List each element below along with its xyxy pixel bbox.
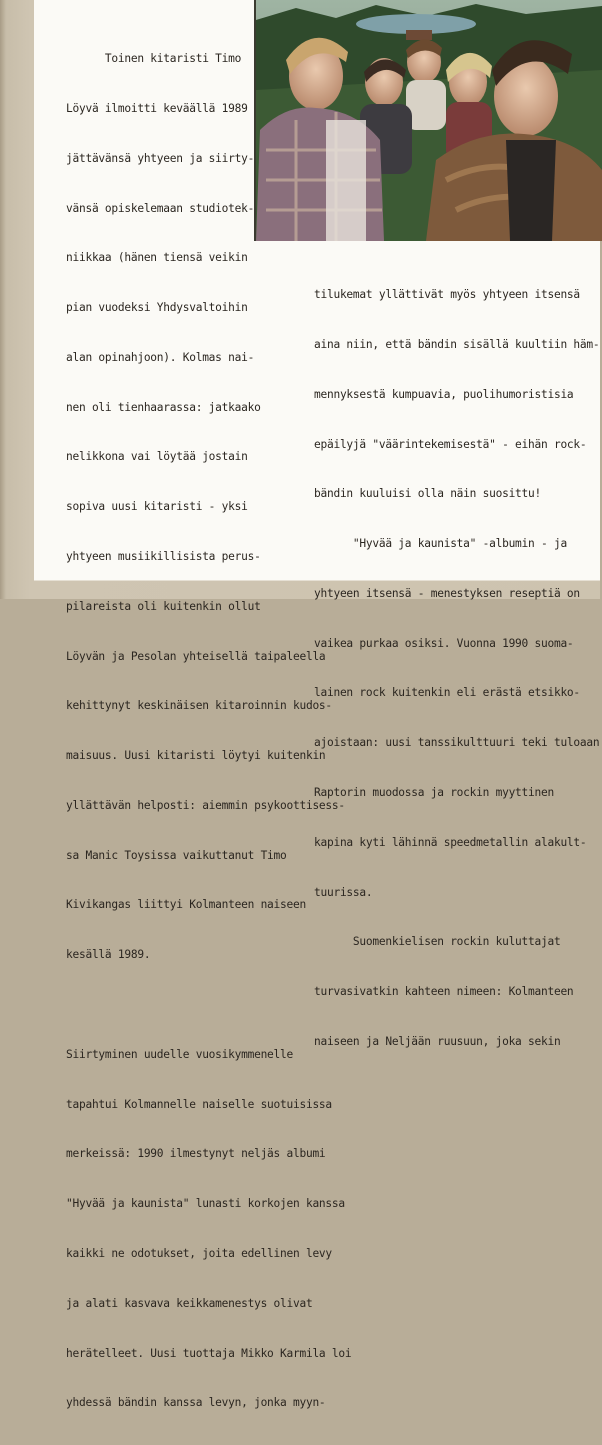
text-line: naiseen ja Neljään ruusuun, joka sekin: [314, 1034, 561, 1048]
text-line: mennyksestä kumpuavia, puolihumoristisia: [314, 387, 574, 401]
text-line: turvasivatkin kahteen nimeen: Kolmanteen: [314, 985, 574, 999]
paragraph-gap: [66, 997, 351, 1014]
text-line: Raptorin muodossa ja rockin myyttinen: [314, 786, 554, 799]
text-line: ja alati kasvava keikkamenestys olivat: [66, 1296, 313, 1310]
text-line: nen oli tienhaarassa: jatkaako: [66, 400, 261, 414]
text-line: jättävänsä yhtyeen ja siirty-: [66, 151, 255, 165]
text-line: yhtyeen itsensä - menestyksen reseptiä on: [314, 586, 580, 600]
text-line: lainen rock kuitenkin eli erästä etsikko-: [314, 686, 580, 700]
text-line: Kivikangas liittyi Kolmanteen naiseen: [66, 898, 306, 912]
text-line: Siirtyminen uudelle vuosikymmenelle: [66, 1047, 293, 1061]
text-line: epäilyjä "väärintekemisestä" - eihän rock-: [314, 437, 587, 451]
text-line: tapahtui Kolmannelle naiselle suotuisissa: [66, 1097, 332, 1111]
text-line: yhdessä bändin kanssa levyn, jonka myyn-: [66, 1396, 326, 1410]
text-line: sopiva uusi kitaristi - yksi: [66, 500, 248, 514]
text-line: Löyvän ja Pesolan yhteisellä taipaleella: [66, 649, 326, 663]
text-line: herätelleet. Uusi tuottaja Mikko Karmila loi: [66, 1346, 352, 1360]
text-line: bändin kuuluisi olla näin suosittu!: [314, 487, 541, 501]
text-line: yllättävän helposti: aiemmin psykoottisess-: [66, 798, 345, 812]
text-line: pian vuodeksi Yhdysvaltoihin: [66, 301, 248, 315]
text-line: kehittynyt keskinäisen kitaroinnin kudos-: [66, 699, 332, 713]
text-line: tuurissa.: [314, 885, 373, 899]
text-line: kesällä 1989.: [66, 948, 151, 962]
text-line: niikkaa (hänen tiensä veikin: [66, 251, 248, 265]
text-line: pilareista oli kuitenkin ollut: [66, 599, 261, 613]
text-line: vänsä opiskelemaan studiotek-: [66, 201, 255, 215]
text-line: tilukemat yllättivät myös yhtyeen itsensä: [314, 288, 580, 302]
text-line: alan opinahjoon). Kolmas nai-: [66, 350, 255, 364]
text-line: Toinen kitaristi Timo: [66, 52, 242, 66]
text-line: vaikea purkaa osiksi. Vuonna 1990 suoma-: [314, 636, 574, 650]
left-text-column: [66, 18, 351, 1445]
text-line: yhtyeen musiikillisista perus-: [66, 550, 261, 563]
text-line: kaikki ne odotukset, joita edellinen levy: [66, 1246, 332, 1260]
text-line: sa Manic Toysissa vaikuttanut Timo: [66, 848, 287, 862]
text-line: kapina kyti lähinnä speedmetallin alakult-: [314, 835, 587, 849]
text-line: Suomenkielisen rockin kuluttajat: [314, 935, 561, 949]
text-line: aina niin, että bändin sisällä kuultiin häm-: [314, 337, 600, 351]
text-line: "Hyvää ja kaunista" lunasti korkojen kanssa: [66, 1197, 345, 1211]
text-line: Löyvä ilmoitti keväällä 1989: [66, 101, 248, 115]
right-text-column: [314, 254, 599, 1084]
text-line: ajoistaan: uusi tanssikulttuuri teki tuloaan: [314, 736, 600, 750]
text-line: merkeissä: 1990 ilmestynyt neljäs albumi: [66, 1147, 326, 1161]
text-line: maisuus. Uusi kitaristi löytyi kuitenkin: [66, 749, 326, 763]
text-line: nelikkona vai löytää jostain: [66, 450, 248, 464]
text-line: "Hyvää ja kaunista" -albumin - ja: [314, 537, 567, 551]
